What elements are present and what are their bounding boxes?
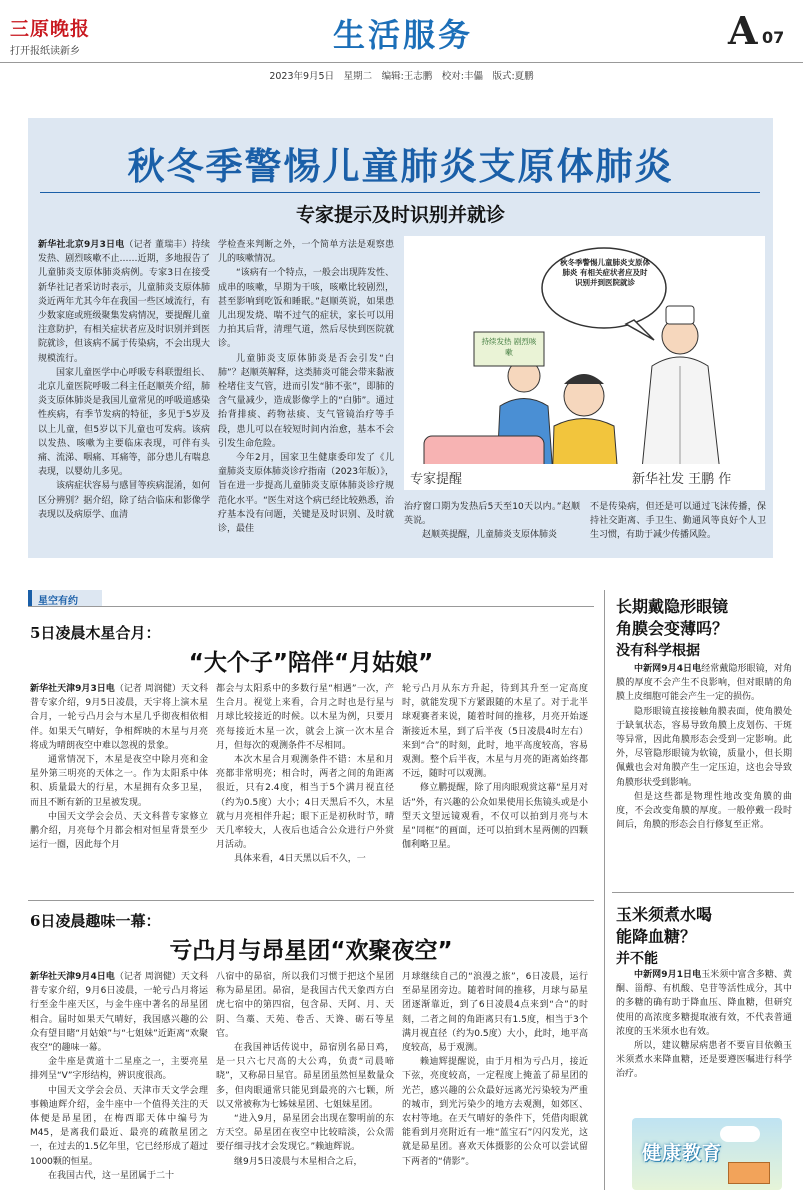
health-story2-answer: 并不能 (616, 951, 658, 967)
column-tag (28, 590, 102, 606)
health-story1-title1: 长期戴隐形眼镜 (616, 597, 729, 616)
paragraph: “该病有一个特点，一般会出现阵发性、成串的咳嗽，早期为干咳，咳嗽比较剧烈，甚至影响到吃饭和睡眠。”赵顺英说，如果患儿出现发烧、喘不过气的症状，家长可以用力拍其后背，清理气道，然后尽快到医院就诊。 (218, 268, 394, 350)
health-story1-answer: 没有科学根据 (616, 643, 700, 659)
paragraph: 今年2月，国家卫生健康委印发了《儿童肺炎支原体肺炎诊疗指南（2023年版）》，旨在进一步提高儿童肺炎支原体肺炎诊疗规范化水平。“医生对这个病已经比较熟悉，治疗基本没有问题，关键是及时识别、及时就诊，最佳 (218, 453, 394, 535)
paragraph: 不是传染病，但还是可以通过飞沫传播，保持社交距离、手卫生、勤通风等良好个人卫生习惯，有助于减少传播风险。 (590, 502, 766, 541)
top-story-col2 (218, 238, 394, 556)
story2-col2 (216, 970, 394, 1198)
badge-book-icon (728, 1162, 770, 1184)
paragraph: 新华社天津9月4日电（记者 周润健）天文科普专家介绍，9月6日凌晨，一轮亏凸月将运行至金牛座天区，与金牛座中著名的昂星团相合。届时如果天气晴好，我国感兴趣的公众有望目睹“月姑娘”与“七姐妹”近距离“欢聚夜空”的趣味一幕。 (30, 972, 208, 1054)
top-story-col3 (404, 500, 580, 556)
top-story-col4 (590, 500, 766, 556)
top-story-subheadline: 专家提示及时识别并就诊 (295, 204, 505, 226)
paragraph: 轮亏凸月从东方升起，待到其升至一定高度时，就能发现下方紧跟随的木星了。对于北半球观赛者来说，随着时间的推移，月亮开始逐渐接近木星，到了后半夜（5日凌晨4时左右）来到“合”的时刻，此时，地平高度较高，容易观测。整个后半夜，木星与月亮的距离始终都不远，随时可以观测。 (402, 684, 588, 780)
paragraph: 该病症状容易与感冒等疾病混淆，如何区分辨别？据介绍，除了结合临床和影像学表现以及病原学、血清 (38, 481, 210, 520)
paragraph: 中新网9月4日电经常戴隐形眼镜，对角膜的厚度不会产生不良影响，但对眼睛的角膜上皮细胞可能会产生一定的损伤。 (616, 664, 792, 703)
cartoon-illustration (404, 236, 765, 490)
paragraph: 赖迪辉提醒说，由于月相为亏凸月，接近下弦，亮度较高，一定程度上掩盖了昴星团的光芒，感兴趣的公众最好远离光污染较为严重的城市，到光污染少的地方去观测，如郊区、农村等地。在天气晴好的条件下，凭借肉眼就能看到月亮附近有一堆“蓝宝石”闪闪发光，这就是昴星团。喜欢天体摄影的公众可以尝试留下两者的“倩影”。 (402, 1057, 588, 1167)
paragraph: “进入9月，昴星团会出现在黎明前的东方天空。昴星团在夜空中比较暗淡，公众需要仔细寻找才会发现它。”赖迪辉说。 (216, 1114, 394, 1153)
paragraph: 在我国神话传说中，昴宿別名昴日鸡，是一只六七尺高的大公鸡，负责“司晨啼晓”，又称昴日星官。昴星团虽然恒星数量众多，但肉眼通常只能见到最亮的六七颗，所以又常被称为七姊妹星团、七姐妹星团。 (216, 1043, 394, 1110)
headline-rule (40, 192, 760, 193)
paragraph: 所以，建议糖尿病患者不要盲目依赖玉米须煮水来降血糖，还是要遵医嘱进行科学治疗。 (616, 1041, 792, 1080)
paragraph: 月球继续自己的“浪漫之旅”，6日凌晨，运行至昴星团旁边。随着时间的推移，月球与昴星团逐渐靠近，到了6日凌晨4点来到“合”的时刻，二者之间的角距离只有1.5度，相当于3个满月视直径（约为0.5度）大小，此时，地平高度较高，易于观测。 (402, 972, 588, 1054)
story1-col1 (30, 682, 208, 890)
paragraph: 治疗窗口期为发热后5天至10天以内。”赵顺英说。 (404, 502, 580, 527)
paragraph: 中国天文学会会员、天文科普专家修立鹏介绍，月亮每个月都会相对恒星背景至少运行一圈，因此每个月 (30, 811, 208, 851)
story2-col1 (30, 970, 208, 1198)
paragraph: 都会与太阳系中的多数行星“相遇”一次，产生合月。视觉上来看，合月之时也是行星与月球比较接近的时候。以木星为例，只要月亮每接近木星一次，就会上演一次木星合月，但每次的观测条件不尽相同。 (216, 684, 394, 751)
story-divider (28, 900, 594, 901)
illustration-caption-right: 新华社发 王鹏 作 (632, 472, 732, 487)
top-story-headline: 秋冬季警惕儿童肺炎支原体肺炎 (127, 145, 674, 188)
story2-col3 (402, 970, 588, 1198)
paragraph: 新华社天津9月3日电（记者 周润健）天文科普专家介绍，9月5日凌晨，天宇将上演木星合月，一轮亏凸月会与木星几乎彻夜相依相伴。如果天气晴好，争相辉映的木星与月亮将成为晴朗夜空中难以忽视的景象。 (30, 684, 208, 751)
paragraph: 金牛座是黄道十二星座之一，主要亮星排列呈“V”字形结构，辨识度很高。 (30, 1057, 208, 1082)
paragraph: 通常情况下，木星是夜空中除月亮和金星外第三明亮的天体之一。作为太阳系中体积、质量最大的行星，木星拥有众多卫星，而且不断有新的卫星被发现。 (30, 755, 208, 808)
bubble-text: 秋冬季警惕儿童肺炎支原体肺炎 有相关症状者应及时识别并到医院就诊 (560, 258, 650, 287)
health-story2-body (616, 968, 792, 1118)
paragraph: 中国天文学会会员、天津市天文学会理事赖迪辉介绍，金牛座中一个值得关注的天体便是昂星团，在梅西耶天体中编号为M45，是离我们最近、最亮的疏散星团之一，在过去的1.5亿年里，它已经形成了超过1000颗的恒星。 (30, 1085, 208, 1167)
paragraph: 隐形眼镜直接接触角膜表面，使角膜处于缺氧状态，容易导致角膜上皮划伤、干斑等异常，因此角膜形态会受到一定影响。此外，尽管隐形眼镜为软镜，质量小，但长期佩戴也会对角膜产生一定压迫，这也会导致角膜形状受到影响。 (616, 706, 792, 788)
story1-kicker: 5日凌晨木星合月： (30, 624, 161, 642)
right-story-divider (612, 892, 794, 893)
story1-headline: “大个子”陪伴“月姑娘” (188, 650, 434, 676)
health-story2-title2: 能降血糖？ (616, 927, 697, 946)
section-title: 生活服务 (332, 16, 473, 54)
story1-col3 (402, 682, 588, 890)
paragraph: 本次木星合月观测条件不错：木星和月亮都非常明亮；相合时，两者之间的角距离很近，只有2.4度，相当于5个满月视直径（约为0.5度）大小；4日天黑后不久，木星就与月亮相伴升起；眼下正是初秋时节，晴天几率较大，人夜后也适合公众进行户外赏月活动。 (216, 755, 394, 851)
logo-slogan: 打开报纸读新乡 (10, 46, 80, 57)
story2-kicker: 6日凌晨趣味一幕： (30, 912, 161, 930)
health-story2-title1: 玉米须煮水喝 (616, 905, 713, 924)
dateline: 2023年9月5日 星期二 编辑:王志鹏 校对:丰儡 版式:夏鹏 (269, 71, 534, 82)
paragraph: 继9月5日凌晨与木星相合之后， (234, 1156, 363, 1167)
paragraph: 修立鹏提醒，除了用肉眼观赏这幕“星月对话”外，有兴趣的公众如果使用长焦镜头或是小型天文望远镜观看，不仅可以拍到月亮与木星“同框”的画面，还可以拍到木星两侧的四颗伽利略卫星。 (402, 783, 588, 851)
health-story1-title2: 角膜会变薄吗？ (616, 619, 729, 638)
section-rule (28, 606, 594, 607)
paragraph: 儿童肺炎支原体肺炎是否会引发“白肺”？赵顺英解释，这类肺炎可能会带来黏液栓堵住支气管，进而引发“肺不张”，即肺的含气量减少，造成影像学上的“白肺”。通过抬背排痰、药物祛痰、支气管镜治疗等手段，患儿可以在较短时间内治愈，基本不会引发生命危险。 (218, 353, 394, 449)
paragraph: 但是这些都是物理性地改变角膜的曲度，不会改变角膜的厚度。一般停戴一段时间后，角膜的形态会自行修复至正常。 (616, 791, 792, 831)
page-number: 07 (762, 28, 785, 47)
header-rule (0, 62, 803, 63)
column-tag-label: 星空有约 (38, 596, 78, 607)
paragraph: 新华社北京9月3日电（记者 董瑞丰）持续发热、剧烈咳嗽不止……近期，多地报告了儿童肺炎支原体肺炎病例。专家3日在接受新华社记者采访时表示，儿童肺炎支原体肺炎近两年尤其今年在我国一些区域流行，有少数家庭或班级聚集发病情况，要提醒儿童注意防护，有相关症状者应及时识别并到医院就诊，但该病不属于传染病，不会出现大规模流行。 (38, 240, 210, 364)
right-column-rule (604, 590, 605, 1190)
paragraph: 具体来看，4日天黑以后不久，一 (234, 854, 366, 865)
illustration-caption-left: 专家提醒 (410, 472, 463, 487)
page-letter: A (728, 8, 758, 53)
paragraph: 在我国古代，这一星团属于二十 (48, 1170, 175, 1181)
newspaper-logo: 三原晚报 (10, 18, 91, 40)
paragraph: 学检查来判断之外，一个简单方法是观察患儿的咳嗽情况。 (218, 240, 394, 265)
story1-col2 (216, 682, 394, 890)
paragraph: 八宿中的昴宿，所以我们习惯于把这个星团称为昴星团。昴宿，是我国古代天象西方白虎七宿中的第四宿，包含昴、天阿、月、天阴、刍藁、天苑、卷舌、天谗、砺石等星官。 (216, 972, 394, 1039)
story2-headline: 亏凸月与昂星团“欢聚夜空” (169, 938, 453, 964)
badge-label: 健康教育 (642, 1142, 723, 1164)
health-story1-body (616, 662, 792, 892)
paragraph: 中新网9月1日电玉米须中富含多糖、黄酮、甾醇、有机酸、皂苷等活性成分，其中的多糖的确有助于降血压、降血糖，但研究使用的高浓度多糖提取液有效，不代表普通浓度的玉米须水也有效。 (616, 970, 792, 1037)
top-story-col1 (38, 238, 210, 556)
paragraph: 赵顺英提醒，儿童肺炎支原体肺炎 (422, 530, 558, 541)
badge-cloud (720, 1126, 760, 1142)
masthead (0, 0, 803, 90)
paragraph: 国家儿童医学中心呼吸专科联盟组长、北京儿童医院呼吸二科主任赵顺英介绍，肺炎支原体肺炎是我国儿童常见的呼吸道感染性疾病，有季节发病的特征，多见于5岁及以上儿童，但5岁以下儿童也可发病。该病以发热、咳嗽为主要临床表现，可伴有头痛、流涕、咽痛、耳痛等，部分患儿有喘息表现，以婴幼儿多见。 (38, 367, 210, 478)
health-education-badge (632, 1118, 782, 1190)
sign-text: 持续发热 剧烈咳嗽 (481, 337, 537, 357)
